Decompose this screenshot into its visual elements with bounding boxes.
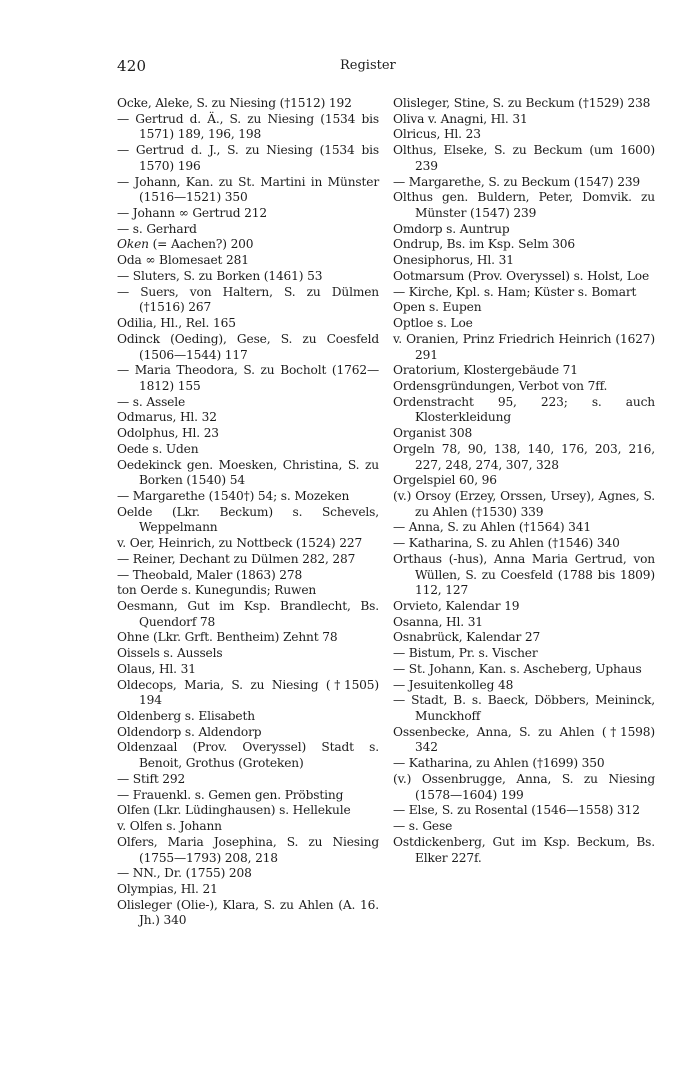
index-entry: Oldenberg s. Elisabeth <box>117 709 255 724</box>
index-subentry: — Margarethe (1540†) 54; s. Mozeken <box>117 488 350 503</box>
index-subentry: — Katharina, S. zu Ahlen (†1546) 340 <box>393 536 620 551</box>
index-subentry: — Stift 292 <box>117 771 186 786</box>
italic-headword: Oken <box>117 237 149 252</box>
index-subentry: — Katharina, zu Ahlen (†1699) 350 <box>393 756 605 771</box>
index-entry: Osanna, Hl. 31 <box>393 614 483 629</box>
index-subentry: — Anna, S. zu Ahlen (†1564) 341 <box>393 520 591 535</box>
index-subentry: — Theobald, Maler (1863) 278 <box>117 567 303 582</box>
index-entry: Orgelspiel 60, 96 <box>393 473 497 488</box>
index-subentry: — Frauenkl. s. Gemen gen. Pröbsting <box>117 787 344 802</box>
register-column-left <box>117 96 379 929</box>
index-entry: Osnabrück, Kalendar 27 <box>393 630 541 645</box>
index-entry: Olricus, Hl. 23 <box>393 127 481 142</box>
index-subentry: — s. Gerhard <box>117 221 197 236</box>
index-entry: Organist 308 <box>393 426 473 441</box>
index-entry: Olfers, Maria Josephina, S. zu Niesing (1755—1793) 208, 218 <box>117 834 379 865</box>
index-entry: Orvieto, Kalendar 19 <box>393 599 520 613</box>
index-entry: Oelde (Lkr. Beckum) s. Schevels, Weppelmann <box>117 504 379 535</box>
index-subentry: — s. Gese <box>393 819 453 834</box>
index-entry: Olisleger (Olie-), Klara, S. zu Ahlen (A. 16. Jh.) 340 <box>117 897 379 928</box>
index-entry: Oda ∞ Blomesaet 281 <box>117 253 249 268</box>
index-entry: Olthus, Elseke, S. zu Beckum (um 1600) 239 <box>393 143 655 173</box>
index-entry: Optloe s. Loe <box>393 316 473 331</box>
index-entry: Ocke, Aleke, S. zu Niesing (†1512) 192 <box>117 96 352 110</box>
index-entry: Onesiphorus, Hl. 31 <box>393 253 514 268</box>
index-subentry: — Johann, Kan. zu St. Martini in Münster (1516—1521) 350 <box>117 174 379 205</box>
index-entry: Oesmann, Gut im Ksp. Brandlecht, Bs. Quendorf 78 <box>117 599 379 629</box>
index-entry: Olfen (Lkr. Lüdinghausen) s. Hellekule <box>117 803 351 818</box>
index-entry <box>117 237 379 253</box>
index-subentry: — NN., Dr. (1755) 208 <box>117 866 252 881</box>
index-subentry: — St. Johann, Kan. s. Ascheberg, Uphaus <box>393 661 642 676</box>
index-entry: Odinck (Oeding), Gese, S. zu Coesfeld (1506—1544) 117 <box>117 331 379 362</box>
index-entry: ton Oerde s. Kunegundis; Ruwen <box>117 583 317 598</box>
index-entry: (v.) Orsoy (Erzey, Orssen, Ursey), Agnes, S. zu Ahlen (†1530) 339 <box>393 488 655 519</box>
index-subentry: — Johann ∞ Gertrud 212 <box>117 206 267 221</box>
index-subentry: — Maria Theodora, S. zu Bocholt (1762—1812) 155 <box>117 363 379 393</box>
index-subentry: — Stadt, B. s. Baeck, Döbbers, Meininck, Munckhoff <box>393 693 655 724</box>
index-entry: Olympias, Hl. 21 <box>117 881 218 896</box>
index-entry: Oedekinck gen. Moesken, Christina, S. zu Borken (1540) 54 <box>117 457 379 488</box>
index-entry: v. Oranien, Prinz Friedrich Heinrich (1627) 291 <box>393 331 655 362</box>
index-entry: Open s. Eupen <box>393 300 482 315</box>
index-entry: Oldecops, Maria, S. zu Niesing (†1505) 194 <box>117 677 379 708</box>
index-subentry: — s. Assele <box>117 394 186 409</box>
index-entry: Ostdickenberg, Gut im Ksp. Beckum, Bs. Elker 227f. <box>393 834 655 865</box>
index-entry: v. Olfen s. Johann <box>117 819 222 834</box>
index-entry: Orthaus (-hus), Anna Maria Gertrud, von Wüllen, S. zu Coesfeld (1788 bis 1809) 112, 127 <box>393 551 655 598</box>
index-subentry: — Sluters, S. zu Borken (1461) 53 <box>117 268 323 283</box>
index-entry: Ondrup, Bs. im Ksp. Selm 306 <box>393 237 576 252</box>
index-entry: Oldenzaal (Prov. Overyssel) Stadt s. Benoit, Grothus (Groteken) <box>117 740 379 771</box>
index-subentry: — Gertrud d. J., S. zu Niesing (1534 bis 1570) 196 <box>117 143 379 173</box>
index-subentry: — Margarethe, S. zu Beckum (1547) 239 <box>393 174 641 189</box>
index-subentry: — Reiner, Dechant zu Dülmen 282, 287 <box>117 551 356 566</box>
running-head: Register <box>340 58 396 73</box>
index-entry: Oldendorp s. Aldendorp <box>117 724 262 739</box>
index-entry: Ordensgründungen, Verbot von 7ff. <box>393 378 608 393</box>
index-entry: Oissels s. Aussels <box>117 646 223 661</box>
index-subentry: — Kirche, Kpl. s. Ham; Küster s. Bomart <box>393 284 637 299</box>
index-entry: (v.) Ossenbrugge, Anna, S. zu Niesing (1578—1604) 199 <box>393 771 655 802</box>
index-entry: Ohne (Lkr. Grft. Bentheim) Zehnt 78 <box>117 630 338 645</box>
index-entry: Odilia, Hl., Rel. 165 <box>117 316 236 331</box>
index-subentry: — Jesuitenkolleg 48 <box>393 677 514 692</box>
index-entry: Orgeln 78, 90, 138, 140, 176, 203, 216, 227, 248, 274, 307, 328 <box>393 441 655 472</box>
index-entry: Oede s. Uden <box>117 441 199 456</box>
index-subentry: — Else, S. zu Rosental (1546—1558) 312 <box>393 803 640 818</box>
index-subentry: — Gertrud d. Ä., S. zu Niesing (1534 bis 1571) 189, 196, 198 <box>117 111 379 142</box>
index-entry: Omdorp s. Auntrup <box>393 221 510 236</box>
index-entry: v. Oer, Heinrich, zu Nottbeck (1524) 227 <box>117 536 363 551</box>
register-column-right <box>393 96 655 866</box>
index-subentry: — Bistum, Pr. s. Vischer <box>393 646 538 661</box>
index-entry: Odolphus, Hl. 23 <box>117 426 219 441</box>
index-entry: Ordenstracht 95, 223; s. auch Klosterkleidung <box>393 394 655 425</box>
index-entry: Ootmarsum (Prov. Overyssel) s. Holst, Loe <box>393 268 650 283</box>
index-entry: Olaus, Hl. 31 <box>117 661 196 676</box>
index-entry: Oliva v. Anagni, Hl. 31 <box>393 111 528 126</box>
entry-text: (= Aachen?) 200 <box>148 237 254 252</box>
index-subentry: — Suers, von Haltern, S. zu Dülmen (†1516) 267 <box>117 284 379 315</box>
index-entry: Oratorium, Klostergebäude 71 <box>393 363 578 378</box>
index-entry: Olthus gen. Buldern, Peter, Domvik. zu Münster (1547) 239 <box>393 190 655 221</box>
index-entry: Odmarus, Hl. 32 <box>117 410 217 425</box>
index-entry: Ossenbecke, Anna, S. zu Ahlen (†1598) 342 <box>393 724 655 755</box>
index-entry: Olisleger, Stine, S. zu Beckum (†1529) 238 <box>393 96 651 110</box>
page-number: 420 <box>117 57 147 75</box>
